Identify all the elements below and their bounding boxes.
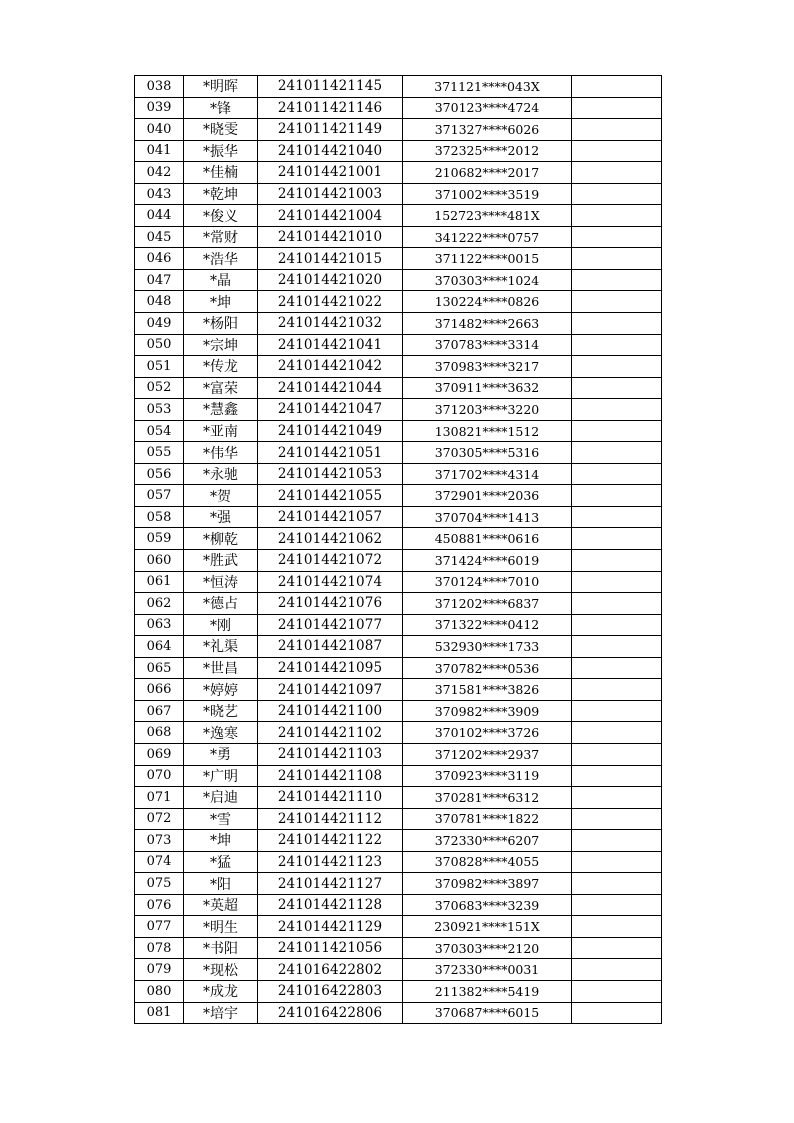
student-id-cell: 241011421145 xyxy=(258,76,403,98)
student-id-cell: 241014421077 xyxy=(258,614,403,636)
student-id-cell: 241014421108 xyxy=(258,765,403,787)
id-number-cell: 341222****0757 xyxy=(403,226,572,248)
id-number-cell: 370982****3909 xyxy=(403,700,572,722)
empty-cell xyxy=(572,700,662,722)
table-row xyxy=(135,808,662,830)
row-number-cell: 043 xyxy=(135,183,184,205)
empty-cell xyxy=(572,119,662,141)
row-number-cell: 050 xyxy=(135,334,184,356)
id-number-cell: 370102****3726 xyxy=(403,722,572,744)
empty-cell xyxy=(572,787,662,809)
empty-cell xyxy=(572,377,662,399)
empty-cell xyxy=(572,269,662,291)
row-number-cell: 046 xyxy=(135,248,184,270)
id-number-cell: 370305****5316 xyxy=(403,442,572,464)
student-id-cell: 241014421087 xyxy=(258,636,403,658)
empty-cell xyxy=(572,1002,662,1024)
name-cell: *佳楠 xyxy=(184,162,258,184)
row-number-cell: 077 xyxy=(135,916,184,938)
empty-cell xyxy=(572,356,662,378)
empty-cell xyxy=(572,808,662,830)
table-row xyxy=(135,334,662,356)
student-id-cell: 241016422806 xyxy=(258,1002,403,1024)
name-cell: *亚南 xyxy=(184,420,258,442)
table-row xyxy=(135,959,662,981)
table-row xyxy=(135,1002,662,1024)
name-cell: *晓雯 xyxy=(184,119,258,141)
student-id-cell: 241014421004 xyxy=(258,205,403,227)
name-cell: *礼渠 xyxy=(184,636,258,658)
name-cell: *广明 xyxy=(184,765,258,787)
empty-cell xyxy=(572,485,662,507)
student-id-cell: 241014421057 xyxy=(258,506,403,528)
student-id-cell: 241014421127 xyxy=(258,873,403,895)
row-number-cell: 063 xyxy=(135,614,184,636)
row-number-cell: 044 xyxy=(135,205,184,227)
name-cell: *坤 xyxy=(184,830,258,852)
table-row xyxy=(135,528,662,550)
table-row xyxy=(135,830,662,852)
table-row xyxy=(135,269,662,291)
table-row xyxy=(135,76,662,98)
table-row xyxy=(135,937,662,959)
empty-cell xyxy=(572,399,662,421)
row-number-cell: 042 xyxy=(135,162,184,184)
name-cell: *伟华 xyxy=(184,442,258,464)
row-number-cell: 061 xyxy=(135,571,184,593)
table-row xyxy=(135,463,662,485)
student-id-cell: 241014421047 xyxy=(258,399,403,421)
empty-cell xyxy=(572,657,662,679)
id-number-cell: 371322****0412 xyxy=(403,614,572,636)
row-number-cell: 056 xyxy=(135,463,184,485)
id-number-cell: 532930****1733 xyxy=(403,636,572,658)
row-number-cell: 073 xyxy=(135,830,184,852)
student-id-cell: 241014421020 xyxy=(258,269,403,291)
table-row xyxy=(135,980,662,1002)
id-number-cell: 370687****6015 xyxy=(403,1002,572,1024)
empty-cell xyxy=(572,916,662,938)
table-row xyxy=(135,442,662,464)
student-id-cell: 241014421100 xyxy=(258,700,403,722)
row-number-cell: 072 xyxy=(135,808,184,830)
id-number-cell: 370303****2120 xyxy=(403,937,572,959)
name-cell: *雪 xyxy=(184,808,258,830)
row-number-cell: 068 xyxy=(135,722,184,744)
name-cell: *乾坤 xyxy=(184,183,258,205)
table-row xyxy=(135,851,662,873)
row-number-cell: 067 xyxy=(135,700,184,722)
empty-cell xyxy=(572,205,662,227)
table-row xyxy=(135,226,662,248)
empty-cell xyxy=(572,593,662,615)
student-id-cell: 241014421074 xyxy=(258,571,403,593)
row-number-cell: 038 xyxy=(135,76,184,98)
name-cell: *慧鑫 xyxy=(184,399,258,421)
empty-cell xyxy=(572,528,662,550)
row-number-cell: 069 xyxy=(135,743,184,765)
student-id-cell: 241014421062 xyxy=(258,528,403,550)
empty-cell xyxy=(572,442,662,464)
table-row xyxy=(135,636,662,658)
empty-cell xyxy=(572,894,662,916)
row-number-cell: 058 xyxy=(135,506,184,528)
name-cell: *常财 xyxy=(184,226,258,248)
name-cell: *富荣 xyxy=(184,377,258,399)
name-cell: *成龙 xyxy=(184,980,258,1002)
row-number-cell: 054 xyxy=(135,420,184,442)
id-number-cell: 370911****3632 xyxy=(403,377,572,399)
empty-cell xyxy=(572,226,662,248)
name-cell: *刚 xyxy=(184,614,258,636)
student-id-cell: 241014421042 xyxy=(258,356,403,378)
table-row xyxy=(135,162,662,184)
empty-cell xyxy=(572,506,662,528)
student-id-cell: 241014421055 xyxy=(258,485,403,507)
name-cell: *婷婷 xyxy=(184,679,258,701)
student-id-cell: 241016422802 xyxy=(258,959,403,981)
student-id-cell: 241011421146 xyxy=(258,97,403,119)
table-row xyxy=(135,377,662,399)
name-cell: *贺 xyxy=(184,485,258,507)
name-cell: *书阳 xyxy=(184,937,258,959)
table-row xyxy=(135,614,662,636)
name-cell: *逸寒 xyxy=(184,722,258,744)
student-id-cell: 241011421056 xyxy=(258,937,403,959)
name-cell: *明晖 xyxy=(184,76,258,98)
table-row xyxy=(135,550,662,572)
table-row xyxy=(135,743,662,765)
name-cell: *俊义 xyxy=(184,205,258,227)
student-id-cell: 241014421103 xyxy=(258,743,403,765)
id-number-cell: 370923****3119 xyxy=(403,765,572,787)
table-row xyxy=(135,657,662,679)
row-number-cell: 060 xyxy=(135,550,184,572)
id-number-cell: 371424****6019 xyxy=(403,550,572,572)
table-row xyxy=(135,485,662,507)
table-row xyxy=(135,97,662,119)
table-row xyxy=(135,140,662,162)
id-number-cell: 372330****6207 xyxy=(403,830,572,852)
id-number-cell: 370704****1413 xyxy=(403,506,572,528)
table-row xyxy=(135,313,662,335)
table-row xyxy=(135,506,662,528)
student-id-cell: 241014421128 xyxy=(258,894,403,916)
name-cell: *德占 xyxy=(184,593,258,615)
name-cell: *振华 xyxy=(184,140,258,162)
empty-cell xyxy=(572,97,662,119)
empty-cell xyxy=(572,765,662,787)
id-number-cell: 370828****4055 xyxy=(403,851,572,873)
name-cell: *杨阳 xyxy=(184,313,258,335)
id-number-cell: 371202****6837 xyxy=(403,593,572,615)
student-id-cell: 241014421001 xyxy=(258,162,403,184)
student-id-cell: 241014421102 xyxy=(258,722,403,744)
empty-cell xyxy=(572,550,662,572)
table-row xyxy=(135,399,662,421)
student-id-cell: 241014421022 xyxy=(258,291,403,313)
id-number-cell: 370124****7010 xyxy=(403,571,572,593)
name-cell: *培宇 xyxy=(184,1002,258,1024)
student-id-cell: 241014421110 xyxy=(258,787,403,809)
empty-cell xyxy=(572,76,662,98)
student-id-cell: 241011421149 xyxy=(258,119,403,141)
id-number-cell: 370281****6312 xyxy=(403,787,572,809)
row-number-cell: 048 xyxy=(135,291,184,313)
table-row xyxy=(135,248,662,270)
row-number-cell: 071 xyxy=(135,787,184,809)
id-number-cell: 370983****3217 xyxy=(403,356,572,378)
name-cell: *永驰 xyxy=(184,463,258,485)
row-number-cell: 081 xyxy=(135,1002,184,1024)
row-number-cell: 057 xyxy=(135,485,184,507)
table-row xyxy=(135,894,662,916)
student-id-cell: 241014421051 xyxy=(258,442,403,464)
id-number-cell: 370781****1822 xyxy=(403,808,572,830)
id-number-cell: 371482****2663 xyxy=(403,313,572,335)
student-id-cell: 241014421040 xyxy=(258,140,403,162)
student-id-cell: 241014421053 xyxy=(258,463,403,485)
name-cell: *阳 xyxy=(184,873,258,895)
empty-cell xyxy=(572,140,662,162)
name-cell: *英超 xyxy=(184,894,258,916)
name-cell: *启迪 xyxy=(184,787,258,809)
id-number-cell: 211382****5419 xyxy=(403,980,572,1002)
row-number-cell: 049 xyxy=(135,313,184,335)
empty-cell xyxy=(572,830,662,852)
table-row xyxy=(135,420,662,442)
id-number-cell: 370783****3314 xyxy=(403,334,572,356)
row-number-cell: 070 xyxy=(135,765,184,787)
row-number-cell: 053 xyxy=(135,399,184,421)
id-number-cell: 371581****3826 xyxy=(403,679,572,701)
id-number-cell: 130224****0826 xyxy=(403,291,572,313)
id-number-cell: 372330****0031 xyxy=(403,959,572,981)
row-number-cell: 052 xyxy=(135,377,184,399)
row-number-cell: 055 xyxy=(135,442,184,464)
empty-cell xyxy=(572,248,662,270)
empty-cell xyxy=(572,334,662,356)
name-cell: *世昌 xyxy=(184,657,258,679)
empty-cell xyxy=(572,420,662,442)
id-number-cell: 450881****0616 xyxy=(403,528,572,550)
name-cell: *胜武 xyxy=(184,550,258,572)
name-cell: *强 xyxy=(184,506,258,528)
name-cell: *明生 xyxy=(184,916,258,938)
empty-cell xyxy=(572,980,662,1002)
row-number-cell: 075 xyxy=(135,873,184,895)
name-cell: *晶 xyxy=(184,269,258,291)
id-number-cell: 230921****151X xyxy=(403,916,572,938)
name-cell: *勇 xyxy=(184,743,258,765)
student-id-cell: 241014421076 xyxy=(258,593,403,615)
row-number-cell: 079 xyxy=(135,959,184,981)
student-id-cell: 241014421112 xyxy=(258,808,403,830)
student-id-cell: 241014421010 xyxy=(258,226,403,248)
table-row xyxy=(135,916,662,938)
row-number-cell: 066 xyxy=(135,679,184,701)
table-row xyxy=(135,205,662,227)
empty-cell xyxy=(572,291,662,313)
row-number-cell: 065 xyxy=(135,657,184,679)
id-number-cell: 371122****0015 xyxy=(403,248,572,270)
name-cell: *晓艺 xyxy=(184,700,258,722)
id-number-cell: 370782****0536 xyxy=(403,657,572,679)
empty-cell xyxy=(572,722,662,744)
student-id-cell: 241014421032 xyxy=(258,313,403,335)
row-number-cell: 040 xyxy=(135,119,184,141)
name-cell: *猛 xyxy=(184,851,258,873)
row-number-cell: 062 xyxy=(135,593,184,615)
name-cell: *浩华 xyxy=(184,248,258,270)
student-id-cell: 241014421003 xyxy=(258,183,403,205)
id-number-cell: 371121****043X xyxy=(403,76,572,98)
student-id-cell: 241014421015 xyxy=(258,248,403,270)
id-number-cell: 210682****2017 xyxy=(403,162,572,184)
id-number-cell: 372901****2036 xyxy=(403,485,572,507)
empty-cell xyxy=(572,851,662,873)
student-id-cell: 241014421044 xyxy=(258,377,403,399)
id-number-cell: 370123****4724 xyxy=(403,97,572,119)
student-id-cell: 241014421049 xyxy=(258,420,403,442)
table-row xyxy=(135,873,662,895)
row-number-cell: 041 xyxy=(135,140,184,162)
student-id-cell: 241014421122 xyxy=(258,830,403,852)
table-row xyxy=(135,571,662,593)
id-number-cell: 371203****3220 xyxy=(403,399,572,421)
name-cell: *恒涛 xyxy=(184,571,258,593)
table-row xyxy=(135,593,662,615)
table-row xyxy=(135,679,662,701)
empty-cell xyxy=(572,463,662,485)
empty-cell xyxy=(572,937,662,959)
row-number-cell: 078 xyxy=(135,937,184,959)
table-row xyxy=(135,119,662,141)
id-number-cell: 371702****4314 xyxy=(403,463,572,485)
name-cell: *传龙 xyxy=(184,356,258,378)
id-number-cell: 370303****1024 xyxy=(403,269,572,291)
table-row xyxy=(135,765,662,787)
empty-cell xyxy=(572,679,662,701)
id-number-cell: 371002****3519 xyxy=(403,183,572,205)
id-number-cell: 372325****2012 xyxy=(403,140,572,162)
student-id-cell: 241014421123 xyxy=(258,851,403,873)
table-row xyxy=(135,356,662,378)
empty-cell xyxy=(572,183,662,205)
id-number-cell: 152723****481X xyxy=(403,205,572,227)
name-cell: *柳乾 xyxy=(184,528,258,550)
id-number-cell: 130821****1512 xyxy=(403,420,572,442)
id-number-cell: 371327****6026 xyxy=(403,119,572,141)
empty-cell xyxy=(572,313,662,335)
empty-cell xyxy=(572,571,662,593)
id-number-cell: 371202****2937 xyxy=(403,743,572,765)
row-number-cell: 047 xyxy=(135,269,184,291)
student-id-cell: 241016422803 xyxy=(258,980,403,1002)
name-cell: *坤 xyxy=(184,291,258,313)
empty-cell xyxy=(572,636,662,658)
student-id-cell: 241014421095 xyxy=(258,657,403,679)
row-number-cell: 059 xyxy=(135,528,184,550)
name-cell: *现松 xyxy=(184,959,258,981)
student-id-cell: 241014421129 xyxy=(258,916,403,938)
student-id-cell: 241014421041 xyxy=(258,334,403,356)
empty-cell xyxy=(572,743,662,765)
row-number-cell: 039 xyxy=(135,97,184,119)
id-number-cell: 370683****3239 xyxy=(403,894,572,916)
table-row xyxy=(135,787,662,809)
empty-cell xyxy=(572,162,662,184)
empty-cell xyxy=(572,614,662,636)
row-number-cell: 080 xyxy=(135,980,184,1002)
table-row xyxy=(135,722,662,744)
name-cell: *宗坤 xyxy=(184,334,258,356)
row-number-cell: 051 xyxy=(135,356,184,378)
empty-cell xyxy=(572,959,662,981)
row-number-cell: 074 xyxy=(135,851,184,873)
empty-cell xyxy=(572,873,662,895)
roster-body xyxy=(135,76,662,1024)
table-row xyxy=(135,291,662,313)
name-cell: *锋 xyxy=(184,97,258,119)
row-number-cell: 045 xyxy=(135,226,184,248)
row-number-cell: 064 xyxy=(135,636,184,658)
table-row xyxy=(135,183,662,205)
student-id-cell: 241014421097 xyxy=(258,679,403,701)
table-row xyxy=(135,700,662,722)
id-number-cell: 370982****3897 xyxy=(403,873,572,895)
roster-table xyxy=(134,75,662,1024)
student-id-cell: 241014421072 xyxy=(258,550,403,572)
row-number-cell: 076 xyxy=(135,894,184,916)
